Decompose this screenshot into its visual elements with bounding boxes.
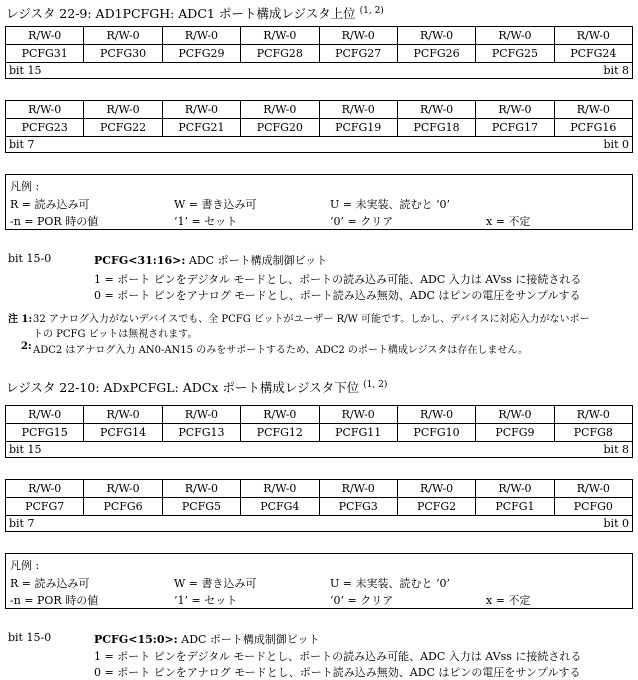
bit-access: R/W-0 xyxy=(84,101,162,119)
legend-w: W = 書き込み可 xyxy=(174,198,257,211)
bit-field-desc: ADC ポート構成制御ビット xyxy=(177,633,320,646)
bit-access: R/W-0 xyxy=(319,101,397,119)
bit-field-label: bit 15-0 xyxy=(8,252,52,265)
legend-u: U = 未実装、読むと ‘0’ xyxy=(330,198,450,211)
bit-name: PCFG1 xyxy=(476,498,554,516)
legend-w: W = 書き込み可 xyxy=(174,577,257,590)
bit-right: bit 8 xyxy=(603,64,629,77)
bit-value-0: 0 = ポート ピンをアナログ モードとし、ポート読み込み無効、ADC はピンの電圧をサンプルする xyxy=(94,289,581,302)
bit-name: PCFG31 xyxy=(6,45,84,63)
bit-name: PCFG10 xyxy=(397,424,475,442)
bit-access: R/W-0 xyxy=(397,101,475,119)
bit-name: PCFG6 xyxy=(84,498,162,516)
bit-name: PCFG16 xyxy=(554,119,632,137)
bit-name: PCFG26 xyxy=(397,45,475,63)
bit-field-desc: ADC ポート構成制御ビット xyxy=(185,254,328,267)
bit-name: PCFG20 xyxy=(241,119,319,137)
bit-name: PCFG14 xyxy=(84,424,162,442)
bit-access: R/W-0 xyxy=(397,480,475,498)
bit-access: R/W-0 xyxy=(241,101,319,119)
bit-value-1: 1 = ポート ピンをデジタル モードとし、ポートの読み込み可能、ADC 入力は AVss に接続される xyxy=(94,650,582,663)
bit-field-label: bit 15-0 xyxy=(8,631,52,644)
bit-field-title xyxy=(94,631,319,647)
legend-r: R = 読み込み可 xyxy=(10,198,90,211)
legend-n: -n = POR 時の値 xyxy=(10,215,99,228)
register-table-high xyxy=(5,26,633,79)
bit-name: PCFG0 xyxy=(554,498,632,516)
bit-right: bit 8 xyxy=(603,443,629,456)
legend-x: x = 不定 xyxy=(486,594,531,607)
bit-access: R/W-0 xyxy=(6,480,84,498)
register-table-high xyxy=(5,405,633,458)
bit-name: PCFG24 xyxy=(554,45,632,63)
legend-title: 凡例 : xyxy=(10,559,40,572)
bit-right: bit 0 xyxy=(603,517,629,530)
bit-access: R/W-0 xyxy=(162,27,240,45)
bit-access: R/W-0 xyxy=(554,27,632,45)
access-row xyxy=(6,101,633,119)
bit-name: PCFG25 xyxy=(476,45,554,63)
legend-n: -n = POR 時の値 xyxy=(10,594,99,607)
name-row xyxy=(6,45,633,63)
legend-r: R = 読み込み可 xyxy=(10,577,90,590)
bit-name: PCFG15 xyxy=(6,424,84,442)
bit-access: R/W-0 xyxy=(241,406,319,424)
bit-name: PCFG23 xyxy=(6,119,84,137)
name-row xyxy=(6,498,633,516)
bit-access: R/W-0 xyxy=(554,406,632,424)
bit-value-1: 1 = ポート ピンをデジタル モードとし、ポートの読み込み可能、ADC 入力は AVss に接続される xyxy=(94,273,582,286)
bit-access: R/W-0 xyxy=(476,480,554,498)
bit-name: PCFG2 xyxy=(397,498,475,516)
bit-name: PCFG22 xyxy=(84,119,162,137)
bit-left: bit 15 xyxy=(9,443,42,456)
bit-access: R/W-0 xyxy=(554,480,632,498)
bit-name: PCFG4 xyxy=(241,498,319,516)
access-row xyxy=(6,480,633,498)
register-title-22-9 xyxy=(6,4,384,22)
bit-range-row xyxy=(6,63,633,79)
legend-title: 凡例 : xyxy=(10,180,40,193)
bit-access: R/W-0 xyxy=(476,27,554,45)
register-title-sup: (1, 2) xyxy=(359,5,384,16)
register-table-low xyxy=(5,100,633,153)
bit-access: R/W-0 xyxy=(6,27,84,45)
bit-access: R/W-0 xyxy=(84,406,162,424)
bit-field-name: PCFG<31:16>: xyxy=(94,254,186,267)
bit-left: bit 7 xyxy=(9,517,35,530)
bit-access: R/W-0 xyxy=(476,406,554,424)
note-2-text: ADC2 はアナログ入力 AN0-AN15 のみをサポートするため、ADC2 のポート構成レジスタは存在しません。 xyxy=(33,345,528,356)
bit-field-title xyxy=(94,252,327,268)
bit-name: PCFG21 xyxy=(162,119,240,137)
bit-range xyxy=(6,516,633,532)
access-row xyxy=(6,27,633,45)
legend-one: ‘1’ = セット xyxy=(174,215,238,228)
bit-range-row xyxy=(6,516,633,532)
name-row xyxy=(6,424,633,442)
bit-access: R/W-0 xyxy=(162,101,240,119)
bit-name: PCFG17 xyxy=(476,119,554,137)
bit-access: R/W-0 xyxy=(319,406,397,424)
legend-zero: ‘0’ = クリア xyxy=(330,215,394,228)
legend-box xyxy=(5,553,633,609)
bit-access: R/W-0 xyxy=(6,101,84,119)
access-row xyxy=(6,406,633,424)
bit-access: R/W-0 xyxy=(6,406,84,424)
register-title-sup: (1, 2) xyxy=(363,379,388,390)
bit-range-row xyxy=(6,137,633,153)
legend-box xyxy=(5,174,633,230)
name-row xyxy=(6,119,633,137)
bit-access: R/W-0 xyxy=(162,406,240,424)
bit-access: R/W-0 xyxy=(84,480,162,498)
register-title-text: レジスタ 22-9: AD1PCFGH: ADC1 ポート構成レジスタ上位 xyxy=(6,6,356,21)
bit-access: R/W-0 xyxy=(319,27,397,45)
bit-name: PCFG18 xyxy=(397,119,475,137)
bit-name: PCFG19 xyxy=(319,119,397,137)
bit-access: R/W-0 xyxy=(84,27,162,45)
bit-name: PCFG30 xyxy=(84,45,162,63)
bit-access: R/W-0 xyxy=(554,101,632,119)
bit-access: R/W-0 xyxy=(397,27,475,45)
bit-name: PCFG5 xyxy=(162,498,240,516)
bit-access: R/W-0 xyxy=(241,27,319,45)
bit-name: PCFG8 xyxy=(554,424,632,442)
legend-x: x = 不定 xyxy=(486,215,531,228)
register-title-22-10 xyxy=(6,378,387,396)
register-table-low xyxy=(5,479,633,532)
legend-zero: ‘0’ = クリア xyxy=(330,594,394,607)
bit-name: PCFG13 xyxy=(162,424,240,442)
note-1-line1: 32 アナログ入力がないデバイスでも、全 PCFG ビットがユーザー R/W 可能です。しかし、デバイスに対応入力がないポー xyxy=(33,314,590,325)
note-1-line2: トの PCFG ビットは無視されます。 xyxy=(33,329,198,340)
bit-access: R/W-0 xyxy=(476,101,554,119)
bit-name: PCFG28 xyxy=(241,45,319,63)
bit-range-row xyxy=(6,442,633,458)
note-1-label: 注 1: xyxy=(8,314,33,325)
bit-right: bit 0 xyxy=(603,138,629,151)
legend-one: ‘1’ = セット xyxy=(174,594,238,607)
bit-name: PCFG12 xyxy=(241,424,319,442)
legend-u: U = 未実装、読むと ‘0’ xyxy=(330,577,450,590)
bit-range xyxy=(6,63,633,79)
bit-range xyxy=(6,137,633,153)
bit-field-name: PCFG<15:0>: xyxy=(94,633,178,646)
bit-name: PCFG3 xyxy=(319,498,397,516)
bit-left: bit 15 xyxy=(9,64,42,77)
bit-access: R/W-0 xyxy=(397,406,475,424)
bit-name: PCFG9 xyxy=(476,424,554,442)
bit-access: R/W-0 xyxy=(241,480,319,498)
note-2-label: 2: xyxy=(21,341,32,352)
register-title-text: レジスタ 22-10: ADxPCFGL: ADCx ポート構成レジスタ下位 xyxy=(6,380,360,395)
bit-name: PCFG27 xyxy=(319,45,397,63)
bit-access: R/W-0 xyxy=(162,480,240,498)
bit-name: PCFG29 xyxy=(162,45,240,63)
bit-left: bit 7 xyxy=(9,138,35,151)
bit-value-0: 0 = ポート ピンをアナログ モードとし、ポート読み込み無効、ADC はピンの電圧をサンプルする xyxy=(94,666,581,679)
bit-access: R/W-0 xyxy=(319,480,397,498)
bit-name: PCFG11 xyxy=(319,424,397,442)
bit-name: PCFG7 xyxy=(6,498,84,516)
bit-range xyxy=(6,442,633,458)
